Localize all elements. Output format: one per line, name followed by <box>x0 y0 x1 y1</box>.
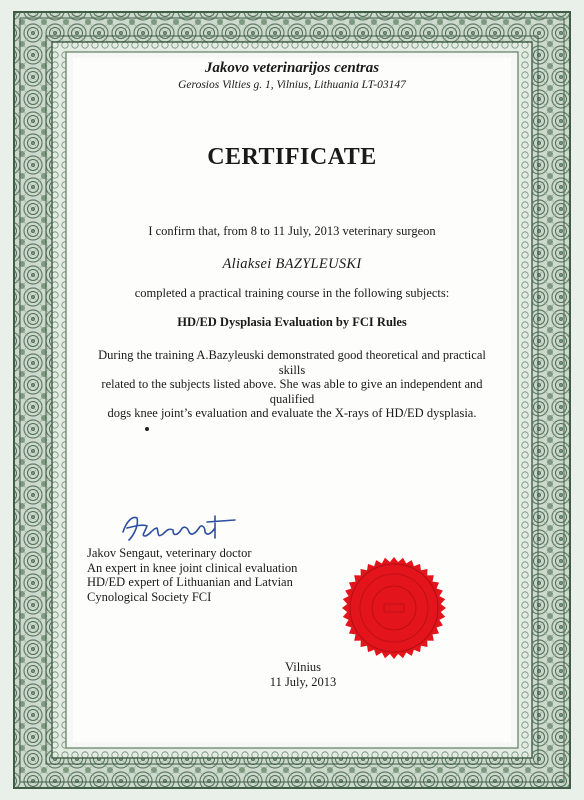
place-name: Vilnius <box>284 660 322 674</box>
description-line: related to the subjects listed above. She was able to give an independent and qualified <box>101 377 483 406</box>
organization-address: Gerosios Vilties g. 1, Vilnius, Lithuania LT-03147 <box>178 79 406 91</box>
signatory-line: HD/ED expert of Lithuanian and Latvian <box>87 575 293 589</box>
intro-line: I confirm that, from 8 to 11 July, 2013 veterinary surgeon <box>148 224 436 238</box>
course-subject: HD/ED Dysplasia Evaluation by FCI Rules <box>177 315 407 329</box>
training-description <box>91 348 493 421</box>
issue-date: 11 July, 2013 <box>269 674 337 689</box>
organization-name: Jakovo veterinarijos centras <box>204 60 380 76</box>
certificate-title: CERTIFICATE <box>207 144 377 170</box>
place-and-date <box>253 660 353 689</box>
completion-line: completed a practical training course in the following subjects: <box>134 286 450 300</box>
description-line: dogs knee joint’s evaluation and evaluate the X-rays of HD/ED dysplasia. <box>107 406 477 420</box>
signatory-block <box>87 546 297 604</box>
handwritten-signature <box>117 506 257 546</box>
ink-dot <box>145 427 149 431</box>
signatory-line: Cynological Society FCI <box>87 589 212 604</box>
recipient-name: Aliaksei BAZYLEUSKI <box>222 256 362 272</box>
signatory-line: Jakov Sengaut, veterinary doctor <box>87 546 252 560</box>
red-wax-seal <box>339 556 449 660</box>
description-line: During the training A.Bazyleuski demonstrated good theoretical and practical skills <box>98 348 486 377</box>
signatory-line: An expert in knee joint clinical evaluation <box>87 560 298 575</box>
certificate-body <box>73 58 511 742</box>
